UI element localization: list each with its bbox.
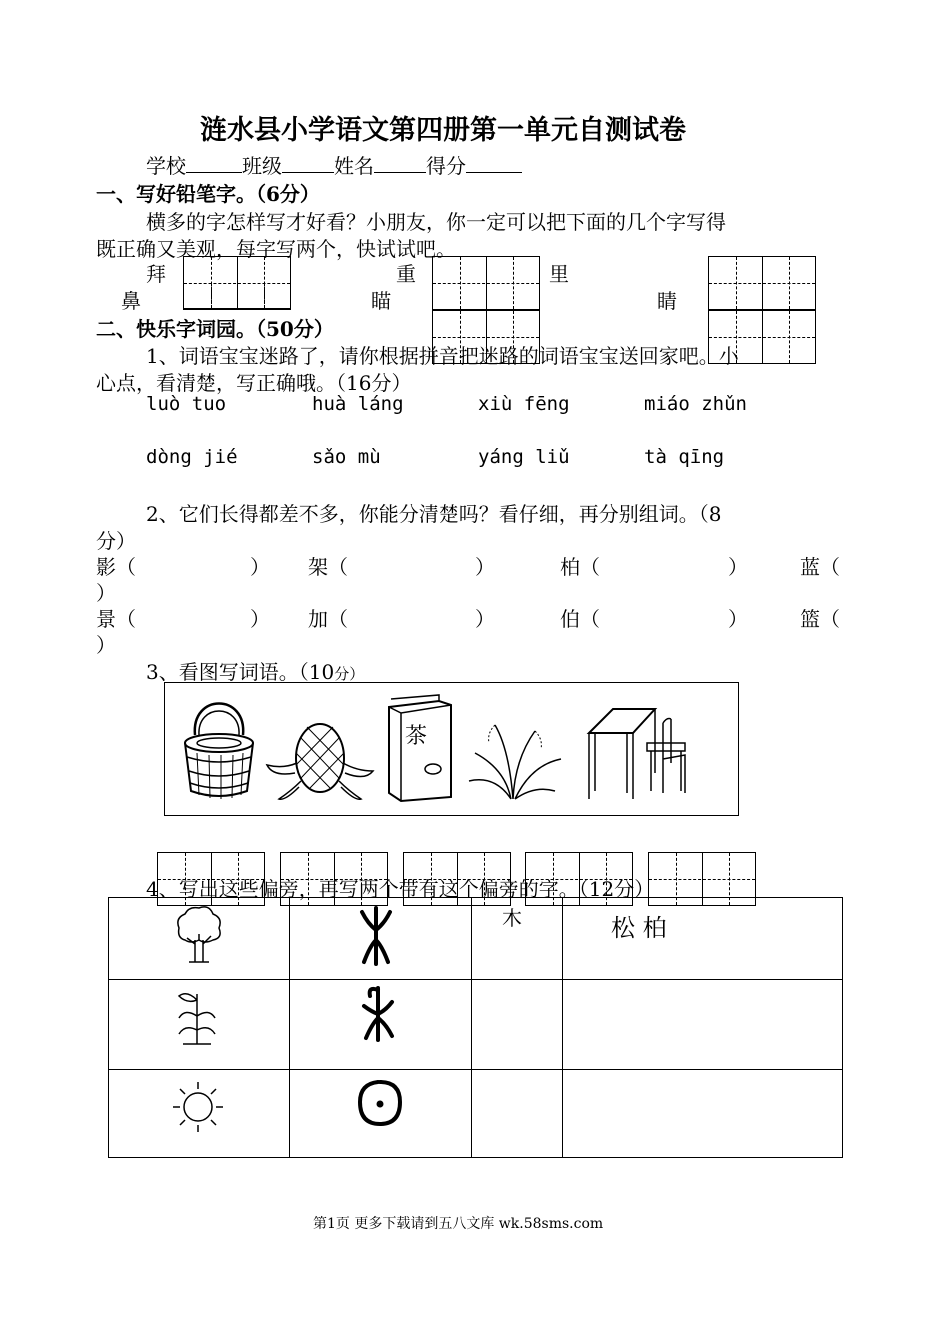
- char-bai: 拜: [146, 262, 166, 286]
- class-blank[interactable]: [282, 152, 334, 173]
- cell-example-words: [563, 898, 843, 980]
- radical-mu: 木: [502, 906, 522, 930]
- pair-jing: 景（: [96, 607, 136, 631]
- cell-radical-empty[interactable]: [472, 980, 563, 1070]
- tree-icon: [175, 904, 223, 966]
- page-title: 涟水县小学语文第四册第一单元自测试卷: [200, 115, 686, 146]
- pinyin-dongjie: dòng jié: [146, 446, 238, 468]
- ancient-grain-glyph-icon: [360, 984, 396, 1044]
- table-row: [109, 1070, 843, 1158]
- pinyin-hualang: huà láng: [312, 393, 404, 415]
- class-label: 班级: [242, 154, 282, 178]
- char-jing: 睛: [657, 289, 677, 313]
- pinyin-yangliu: yáng liǔ: [478, 446, 570, 468]
- pair-jia: 架（: [308, 555, 348, 579]
- cell-words-empty[interactable]: [563, 980, 843, 1070]
- pinyin-miaozhun: miáo zhǔn: [644, 393, 747, 415]
- name-label: 姓名: [334, 154, 374, 178]
- cell-radical: [472, 898, 563, 980]
- desk-chair-icon: [585, 703, 705, 803]
- name-blank[interactable]: [374, 152, 426, 173]
- ancient-sun-glyph-icon: [356, 1078, 404, 1128]
- cell-tree-picture: [109, 898, 290, 980]
- basket-icon: [181, 695, 257, 803]
- char-bi: 鼻: [121, 289, 141, 313]
- pinyin-luotuo: luò tuo: [146, 393, 227, 415]
- tea-box-icon: [383, 693, 455, 803]
- char-li: 里: [549, 262, 569, 286]
- close-paren: ）: [96, 633, 116, 657]
- char-miao: 瞄: [371, 289, 391, 313]
- score-label: 得分: [426, 154, 466, 178]
- pineapple-icon: [265, 713, 375, 803]
- close-paren: ）: [728, 555, 748, 579]
- header-fields: [146, 150, 522, 179]
- section1-intro-2: 既正确又美观，每字写两个，快试试吧。: [96, 237, 456, 261]
- cell-sun-picture: [109, 1070, 290, 1158]
- table-row: [109, 898, 843, 980]
- writing-grid-zhong[interactable]: [432, 256, 540, 310]
- char-zhong: 重: [396, 262, 416, 286]
- q3-label-unit: 分）: [334, 665, 365, 683]
- pair-bo: 伯（: [560, 607, 600, 631]
- cell-radical-empty[interactable]: [472, 1070, 563, 1158]
- section1-intro-1: 横多的字怎样写才好看？小朋友，你一定可以把下面的几个字写得: [146, 210, 726, 234]
- school-label: 学校: [146, 154, 186, 178]
- pair-jia2: 加（: [308, 607, 348, 631]
- pair-lan2: 篮（: [800, 607, 840, 631]
- cell-grain-ancient: [290, 980, 472, 1070]
- example-words: 松 柏: [611, 914, 667, 942]
- ancient-tree-glyph-icon: [358, 906, 394, 966]
- close-paren: ）: [728, 607, 748, 631]
- cell-tree-ancient: [290, 898, 472, 980]
- q2-line2: 分）: [96, 529, 136, 553]
- cell-sprout-picture: [109, 980, 290, 1070]
- q1-line1: 1、词语宝宝迷路了，请你根据拼音把迷路的词语宝宝送回家吧。小: [146, 344, 739, 368]
- q4-label: 4、写出这些偏旁，再写两个带有这个偏旁的字。（12分）: [146, 877, 655, 901]
- close-paren: ）: [96, 581, 116, 605]
- sun-icon: [171, 1080, 225, 1134]
- close-paren: ）: [475, 555, 495, 579]
- pair-lan: 蓝（: [800, 555, 840, 579]
- pair-ying: 影（: [96, 555, 136, 579]
- table-row: [109, 980, 843, 1070]
- q3-label: [146, 656, 364, 685]
- pinyin-saomu: sǎo mù: [312, 446, 381, 468]
- writing-grid-bi[interactable]: [183, 283, 291, 309]
- q1-line2: 心点，看清楚，写正确哦。（16分）: [96, 371, 412, 395]
- tea-box-label: 茶: [405, 724, 428, 749]
- writing-grid-li[interactable]: [708, 256, 816, 310]
- close-paren: ）: [475, 607, 495, 631]
- school-blank[interactable]: [186, 152, 242, 173]
- sprout-icon: [175, 986, 219, 1046]
- pinyin-xiufeng: xiù fēng: [478, 393, 570, 415]
- cell-words-empty[interactable]: [563, 1070, 843, 1158]
- section1-heading: 一、写好铅笔字。（6分）: [96, 182, 320, 206]
- radical-table: [108, 897, 843, 1158]
- q2-line1: 2、它们长得都差不多，你能分清楚吗？看仔细，再分别组词。（8: [146, 502, 722, 526]
- picture-box: [164, 682, 739, 816]
- section2-heading: 二、快乐字词园。（50分）: [96, 317, 334, 341]
- footer: 第1页 更多下载请到五八文库 wk.58sms.com: [313, 1216, 604, 1232]
- pair-bai: 柏（: [560, 555, 600, 579]
- score-blank[interactable]: [466, 152, 522, 173]
- close-paren: ）: [250, 555, 270, 579]
- q3-label-text: 3、看图写词语。（10: [146, 660, 335, 684]
- close-paren: ）: [250, 607, 270, 631]
- rice-plant-icon: [465, 719, 565, 803]
- pinyin-taqing: tà qīng: [644, 446, 725, 468]
- cell-sun-ancient: [290, 1070, 472, 1158]
